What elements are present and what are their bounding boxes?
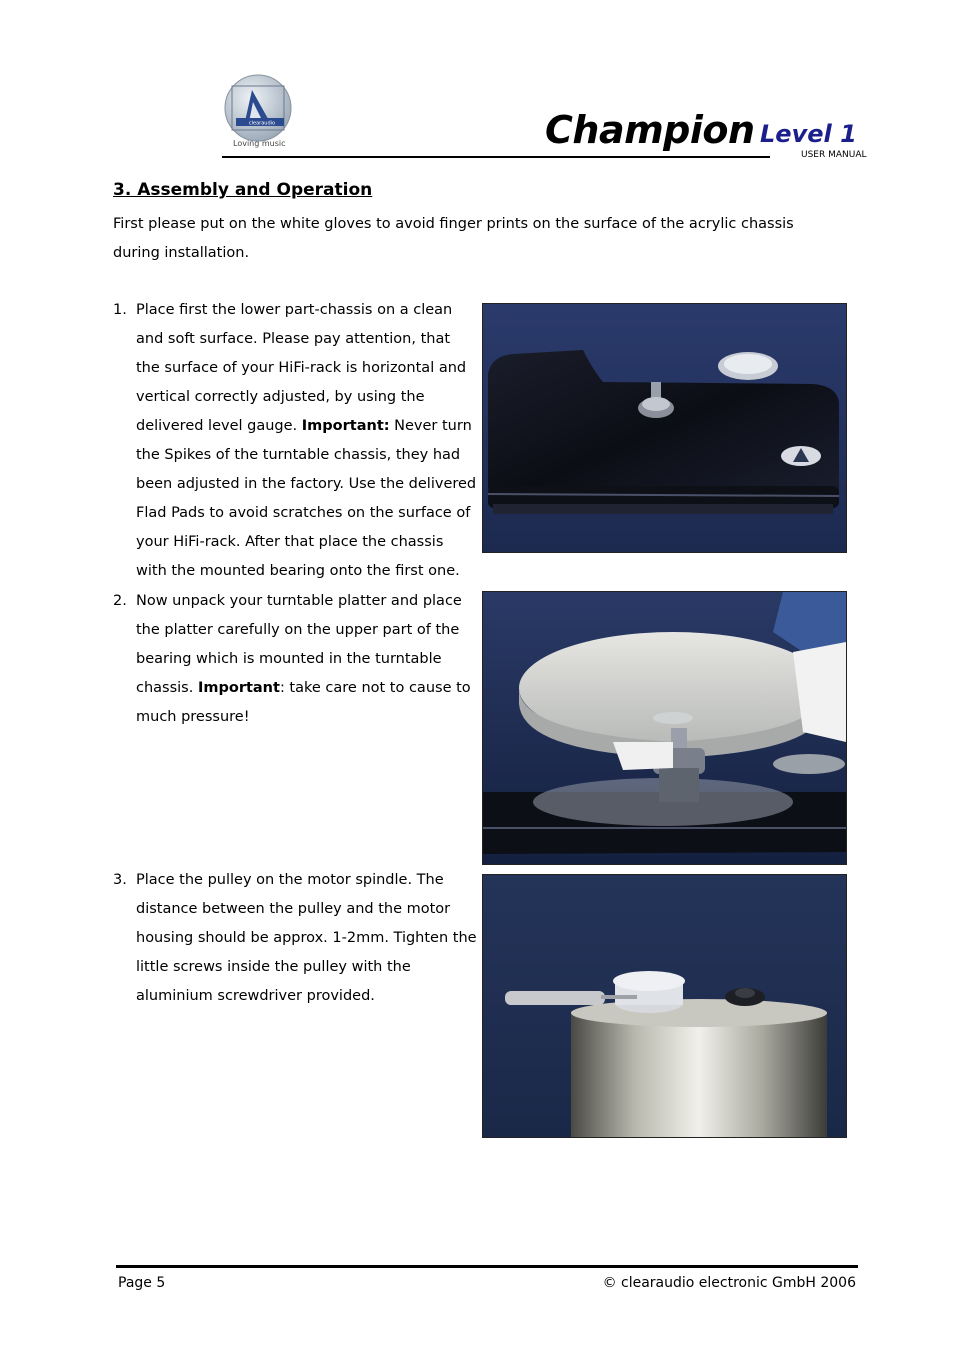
section-title: 3. Assembly and Operation [113,180,373,200]
page-number: Page 5 [118,1275,166,1291]
step-3 [113,866,478,1011]
step-1 [113,296,478,586]
step-number: 3. [113,872,127,888]
step-2 [113,587,478,732]
brand-level: Level 1 [760,120,857,148]
brand-title: Champion [545,108,755,152]
important-label: Important: [301,418,390,434]
step-number: 2. [113,593,127,609]
step-text: Place the pulley on the motor spindle. The distance between the pulley and the motor housing should be approx. 1-2mm. Tighten the little screws inside the pulley with the aluminium screwdriver provided. [136,872,477,1004]
important-label: Important [197,680,280,696]
header-subtitle: USER MANUAL [801,150,867,160]
photo-platter [482,591,847,865]
logo-caption: Loving music [233,139,286,148]
header-rule [222,156,770,158]
intro-paragraph: First please put on the white gloves to avoid finger prints on the surface of the acrylic chassis during installation. [113,216,794,261]
photo-chassis-bearing [482,303,847,553]
step-number: 1. [113,302,127,318]
footer-rule [116,1265,858,1268]
step-text: Place first the lower part-chassis on a clean and soft surface. Please pay attention, that the surface of your HiFi-rack is horizontal and vertical correctly adjusted, by using the delivered level gauge. Important: Never turn the Spikes of the turntable chassis, they had been adjusted in the factory. Use the delivered Flad Pads to avoid scratches on the surface of your HiFi-rack. After that place the chassis with the mounted bearing onto the first one. [136,302,477,579]
logo-text: clearaudio [248,120,276,127]
copyright: © clearaudio electronic GmbH 2006 [602,1275,856,1291]
photo-pulley-motor [482,874,847,1138]
step-text: Now unpack your turntable platter and place the platter carefully on the upper part of the bearing which is mounted in the turntable chassis. Important: take care not to cause to much pressure! [136,593,471,725]
